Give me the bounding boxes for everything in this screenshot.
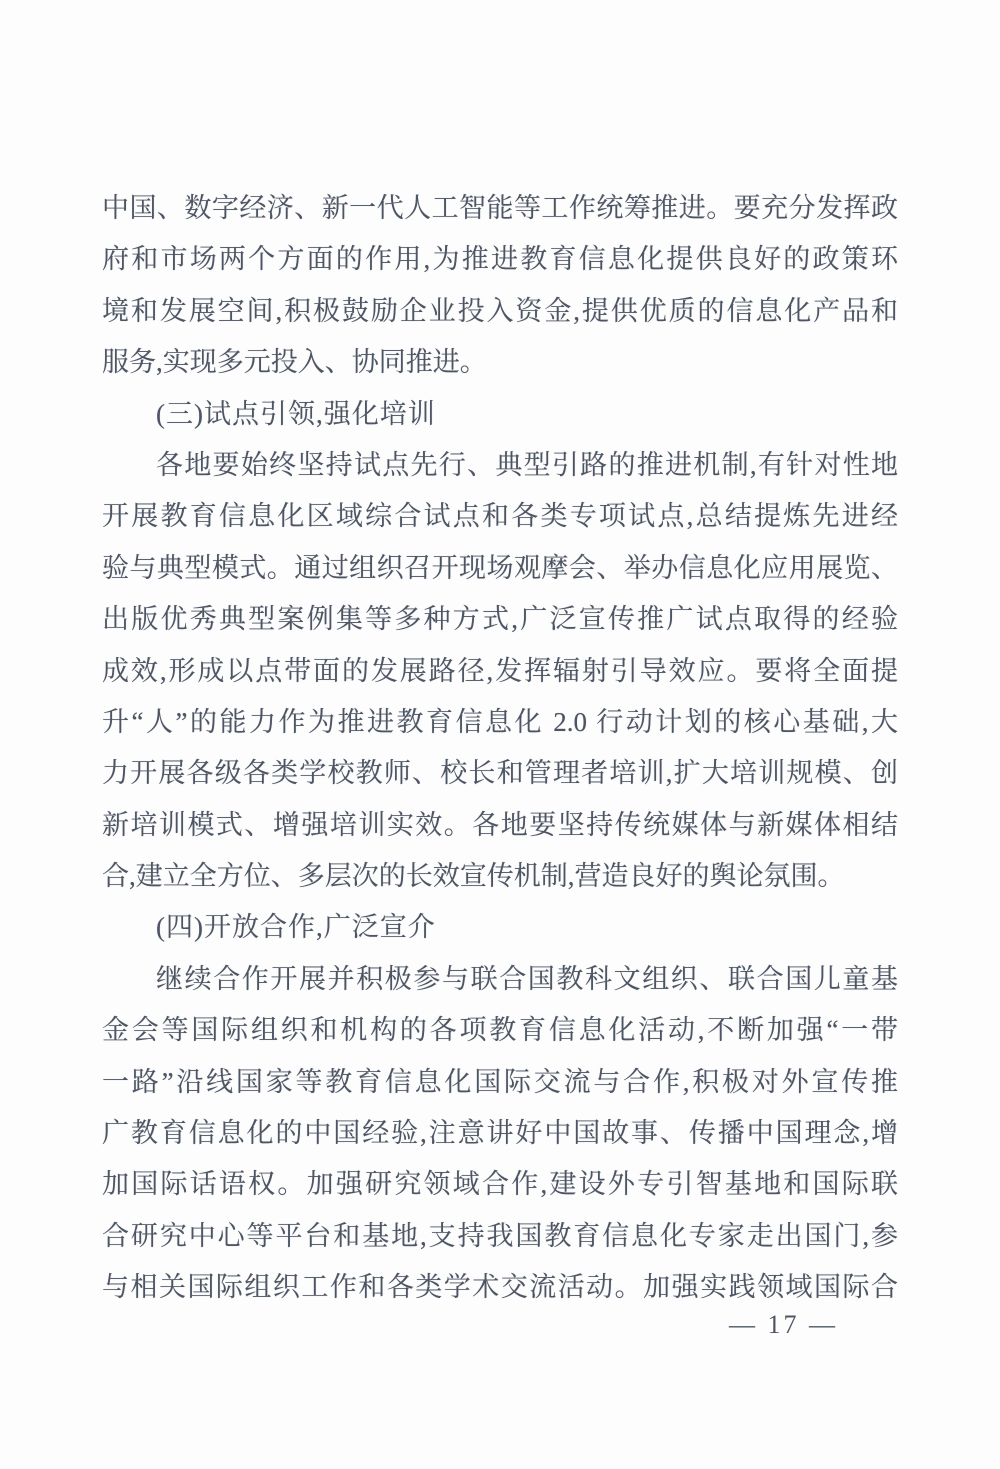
paragraph-line: 境和发展空间,积极鼓励企业投入资金,提供优质的信息化产品和 (102, 295, 898, 326)
document-text-block (102, 183, 898, 1314)
paragraph-line: 升“人”的能力作为推进教育信息化 2.0 行动计划的核心基础,大 (102, 706, 898, 737)
paragraph-line: 金会等国际组织和机构的各项教育信息化活动,不断加强“一带 (102, 1015, 898, 1046)
paragraph-line: 新培训模式、增强培训实效。各地要坚持传统媒体与新媒体相结 (102, 809, 898, 840)
paragraph-line: 各地要始终坚持试点先行、典型引路的推进机制,有针对性地 (156, 449, 898, 480)
paragraph-line: 合研究中心等平台和基地,支持我国教育信息化专家走出国门,参 (102, 1220, 898, 1251)
paragraph-line: 力开展各级各类学校教师、校长和管理者培训,扩大培训规模、创 (102, 758, 898, 789)
paragraph-line: 开展教育信息化区域综合试点和各类专项试点,总结提炼先进经 (102, 501, 898, 532)
paragraph-line: 一路”沿线国家等教育信息化国际交流与合作,积极对外宣传推 (102, 1066, 898, 1097)
paragraph-line: 府和市场两个方面的作用,为推进教育信息化提供良好的政策环 (102, 244, 898, 275)
paragraph-line: 广教育信息化的中国经验,注意讲好中国故事、传播中国理念,增 (102, 1118, 898, 1149)
paragraph-line: 服务,实现多元投入、协同推进。 (102, 347, 487, 378)
paragraph-line: 加国际话语权。加强研究领域合作,建设外专引智基地和国际联 (102, 1169, 898, 1200)
paragraph-line: 出版优秀典型案例集等多种方式,广泛宣传推广试点取得的经验 (102, 604, 898, 635)
paragraph-line: 成效,形成以点带面的发展路径,发挥辐射引导效应。要将全面提 (102, 655, 898, 686)
paragraph-line: 中国、数字经济、新一代人工智能等工作统筹推进。要充分发挥政 (102, 193, 898, 223)
section-heading-4: (四)开放合作,广泛宣介 (156, 912, 436, 943)
page-number: — 17 — (729, 1310, 838, 1339)
paragraph-line: 继续合作开展并积极参与联合国教科文组织、联合国儿童基 (156, 963, 898, 994)
section-heading-3: (三)试点引领,强化培训 (156, 398, 436, 429)
paragraph-line: 与相关国际组织工作和各类学术交流活动。加强实践领域国际合 (102, 1272, 898, 1303)
paragraph-line: 合,建立全方位、多层次的长效宣传机制,营造良好的舆论氛围。 (102, 861, 845, 892)
paragraph-line: 验与典型模式。通过组织召开现场观摩会、举办信息化应用展览、 (102, 552, 898, 583)
